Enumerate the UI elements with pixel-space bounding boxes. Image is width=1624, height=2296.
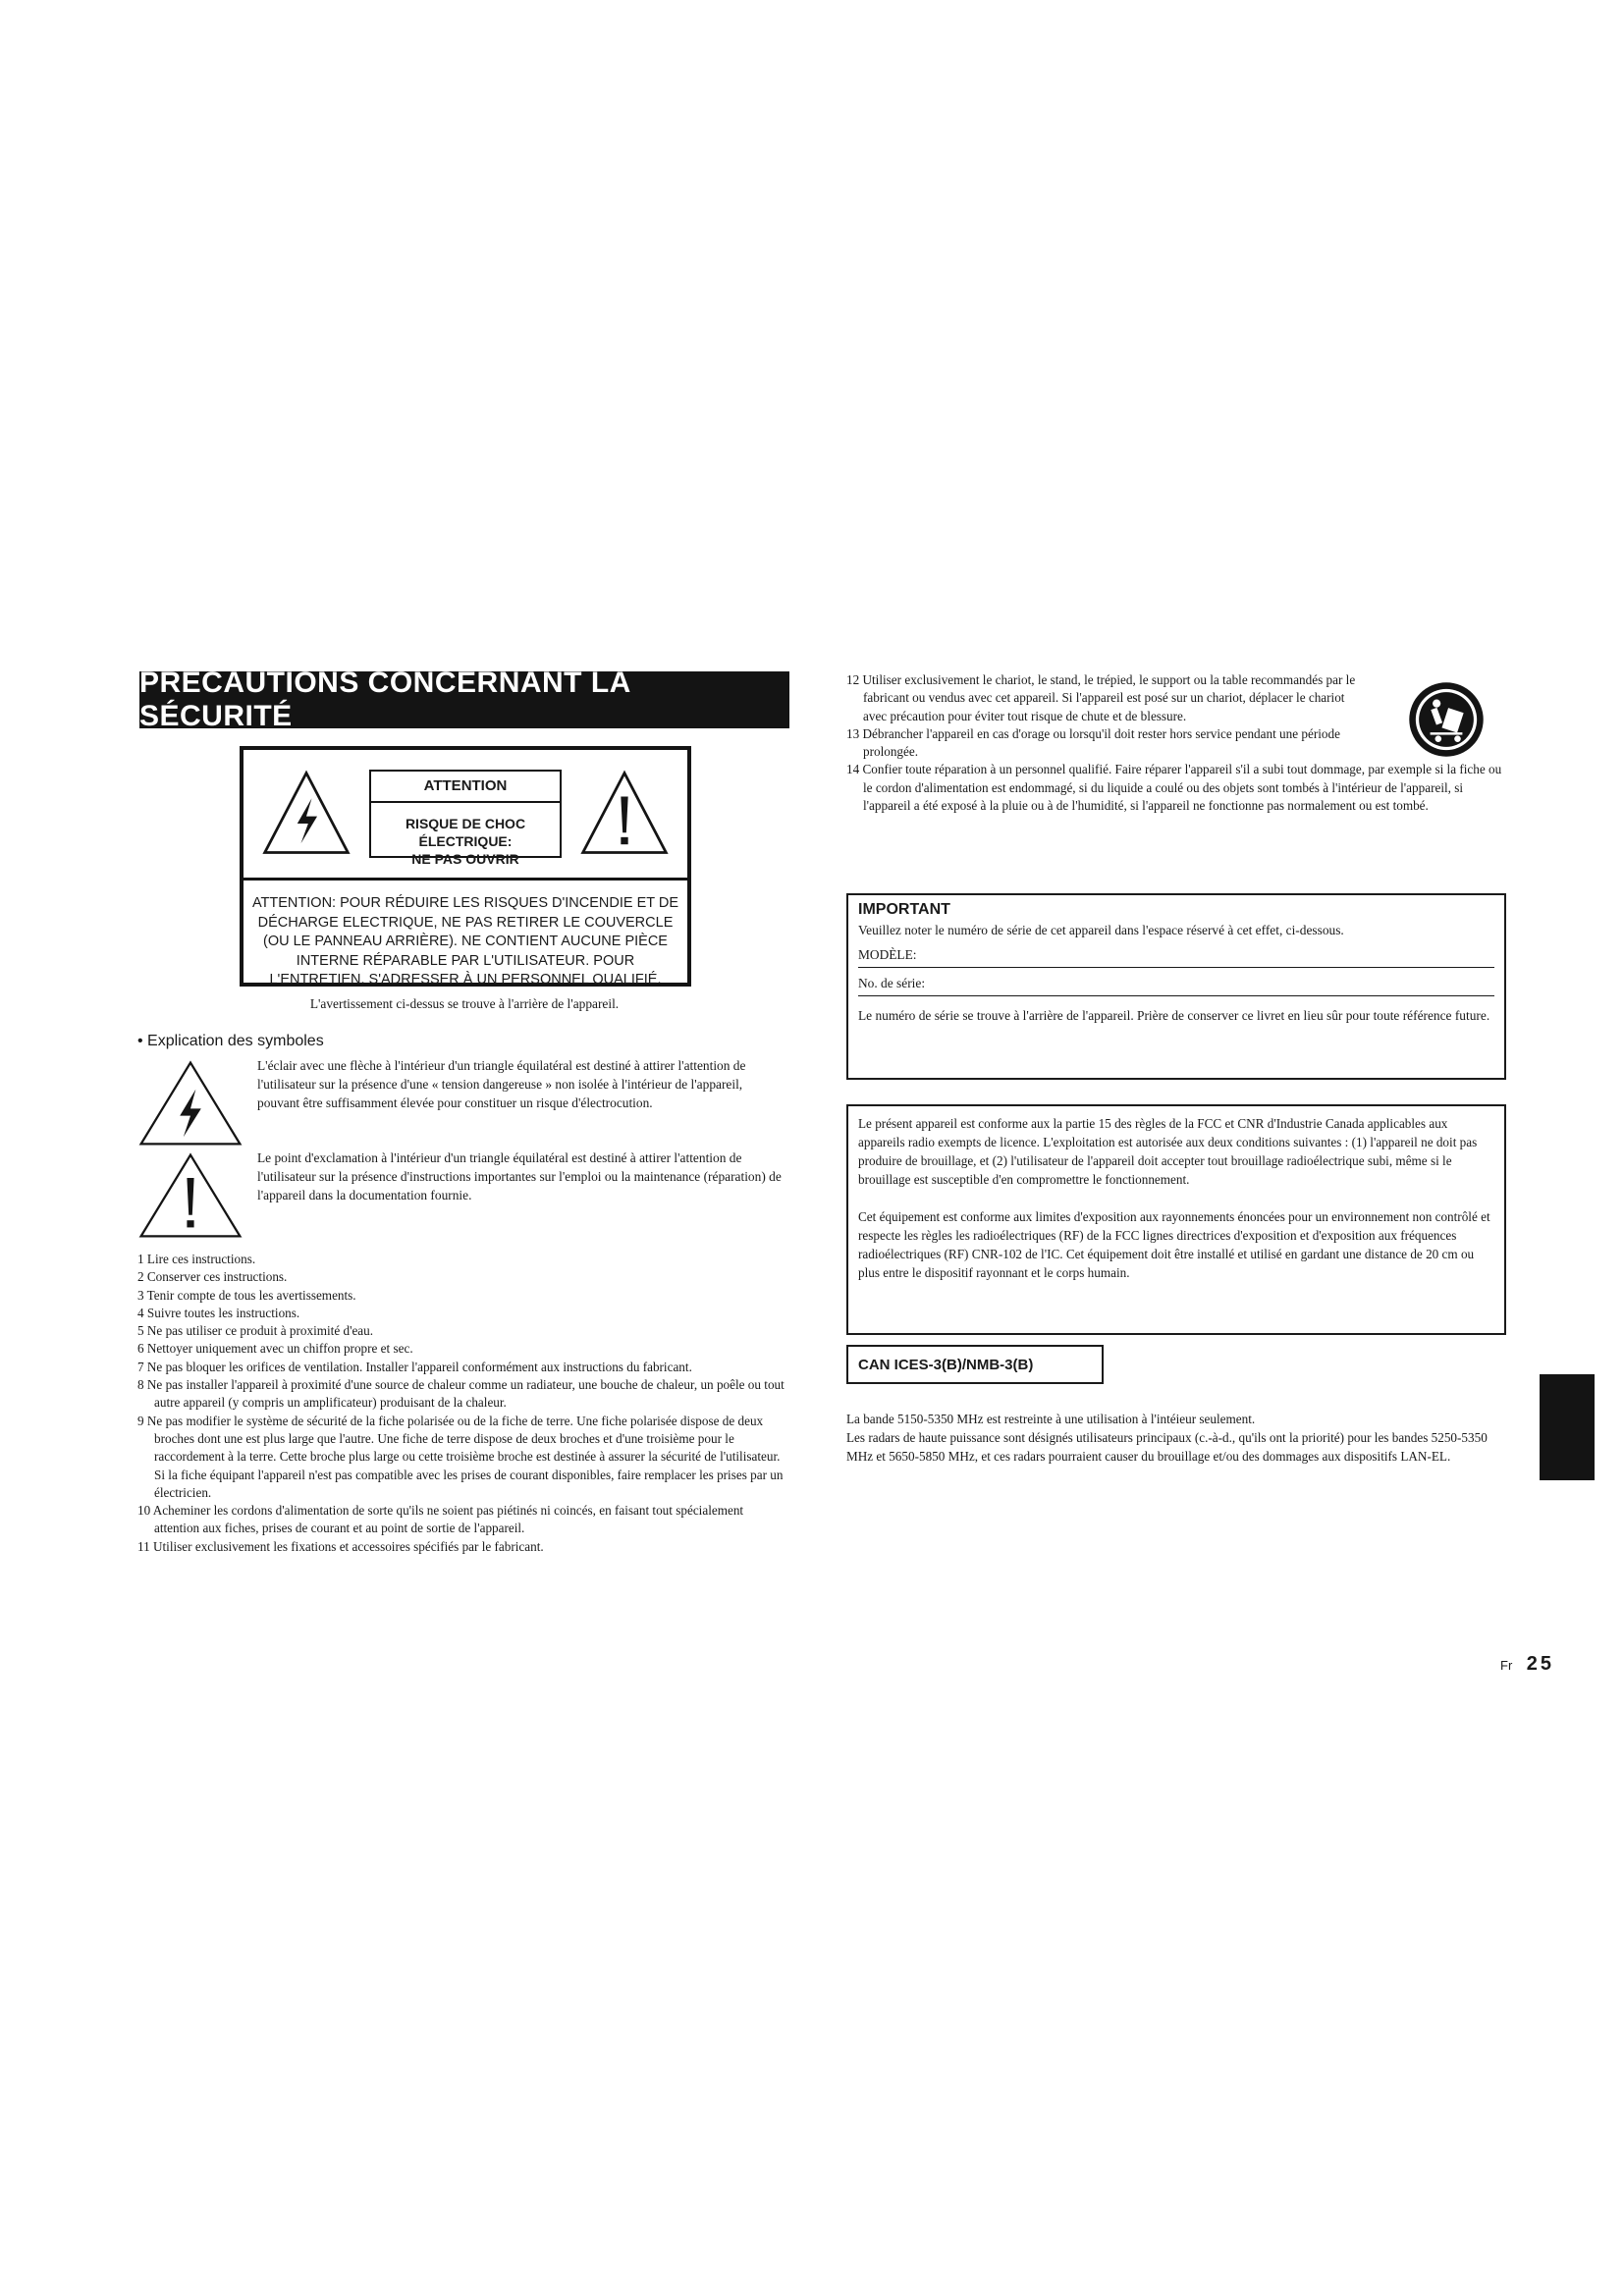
- list-item: 11 Utiliser exclusivement les fixations et accessoires spécifiés par le fabricant.: [137, 1538, 544, 1554]
- warning-text-line: (OU LE PANNEAU ARRIÈRE). NE CONTIENT AUCUNE PIÈCE: [263, 934, 668, 949]
- list-item: 5 Ne pas utiliser ce produit à proximité d'eau.: [137, 1323, 374, 1339]
- fcc-paragraph-2: Cet équipement est conforme aux limites d'exposition aux rayonnements énoncées pour un environnement non contrôlé et respecte les règles les radioélectriques (RF) de la FCC lignes directrices d'exposition et d'exposition aux fréquences radioélectriques (RF) CNR-102 de l'IC. Cet équipement doit être installé et utilisé en gardant une distance de 20 cm ou plus entre le dispositif rayonnant et le corps humain.: [858, 1209, 1490, 1280]
- warning-text: [244, 881, 687, 990]
- list-item: 14 Confier toute réparation à un personnel qualifié. Faire réparer l'appareil s'il a subi tout dommage, par exemple si la fiche ou le cordon d'alimentation est endommagé, si du liquide a coulé ou des objets sont tombés à l'intérieur de l'appareil, si l'appareil a été exposé à la pluie ou à de l'humidité, si l'appareil ne fonctionne pas normalement ou est tombé.: [846, 762, 1502, 814]
- model-field[interactable]: MODÈLE:: [858, 939, 1494, 968]
- list-item: 4 Suivre toutes les instructions.: [137, 1305, 300, 1320]
- exclamation-warning-icon: [579, 768, 670, 858]
- band-line-1: La bande 5150-5350 MHz est restreinte à une utilisation à l'intéieur seulement.: [846, 1412, 1256, 1426]
- language-code: Fr: [1500, 1658, 1513, 1673]
- fcc-paragraph-1: Le présent appareil est conforme aux la partie 15 des règles de la FCC et CNR d'Industrie Canada applicables aux appareils radio exempts de licence. L'exploitation est autorisée aux deux conditions suivantes : (1) l'appareil ne doit pas produire de brouillage, et (2) l'utilisateur de l'appareil doit accepter tout brouillage radioélectrique subi, même si le brouillage est susceptible d'en compromettre le fonctionnement.: [858, 1116, 1478, 1187]
- shock-warning-panel: [369, 770, 562, 867]
- band-restriction: [846, 1410, 1506, 1466]
- list-item: 2 Conserver ces instructions.: [137, 1269, 288, 1285]
- warning-text-line: ATTENTION: POUR RÉDUIRE LES RISQUES D'INCENDIE ET DE: [251, 895, 679, 911]
- page-footer: [1500, 1653, 1554, 1676]
- important-note: Le numéro de série se trouve à l'arrière de l'appareil. Prière de conserver ce livret en lieu sûr pour toute référence future.: [858, 1008, 1490, 1023]
- list-item: 10 Acheminer les cordons d'alimentation de sorte qu'ils ne soient pas piétinés ni coincés, en faisant tout spécialement attention aux fiches, prises de courant et au point de sortie de l'appareil.: [137, 1503, 744, 1536]
- important-intro: Veuillez noter le numéro de série de cet appareil dans l'espace réservé à cet effet, ci-dessous.: [858, 923, 1344, 937]
- list-item: 1 Lire ces instructions.: [137, 1252, 256, 1266]
- lightning-warning-icon: [261, 768, 352, 858]
- section-title: PRÉCAUTIONS CONCERNANT LA SÉCURITÉ: [139, 671, 789, 728]
- warning-text-line: DÉCHARGE ELECTRIQUE, NE PAS RETIRER LE COUVERCLE: [257, 914, 674, 931]
- warning-label: [240, 746, 691, 987]
- shock-line-2: NE PAS OUVRIR: [411, 851, 519, 867]
- exclamation-explanation: Le point d'exclamation à l'intérieur d'un triangle équilatéral est destiné à attirer l'attention de l'utilisateur sur la présence d'instructions importantes sur l'emploi ou la maintenance (réparation) de l'appareil dans la documentation fournie.: [257, 1150, 782, 1202]
- list-item: 9 Ne pas modifier le système de sécurité de la fiche polarisée ou de la fiche de terre. Une fiche polarisée dispose de deux broches dont une est plus large que l'autre. Une fiche de terre dispose de deux broches et d'une troisième pour le raccordement à la terre. Cette broche plus large ou cette troisième broche est destinée à assurer la sécurité de l'utilisateur. Si la fiche équipant l'appareil n'est pas compatible avec les prises de courant disponibles, faire remplacer les prises par un électricien.: [137, 1413, 784, 1500]
- band-line-2: Les radars de haute puissance sont désignés utilisateurs principaux (c.-à-d., qu'ils ont la priorité) pour les bandes 5250-5350 MHz et 5650-5850 MHz, et ces radars pourraient causer du brouillage et/ou des dommages aux dispositifs LAN-EL.: [846, 1430, 1488, 1464]
- warning-text-line: L'ENTRETIEN, S'ADRESSER À UN PERSONNEL QUALIFIÉ.: [269, 972, 662, 988]
- attention-label: ATTENTION: [371, 772, 560, 803]
- important-title: IMPORTANT: [858, 901, 950, 918]
- cart-tip-warning-icon: [1406, 679, 1487, 760]
- list-item: 6 Nettoyer uniquement avec un chiffon propre et sec.: [137, 1341, 413, 1357]
- list-item: 12 Utiliser exclusivement le chariot, le stand, le trépied, le support ou la table recommandés par le fabricant ou vendus avec cet appareil. Si l'appareil est posé sur un chariot, déplacer le chariot avec précaution pour éviter tout risque de chute et de blessure.: [846, 672, 1356, 723]
- list-item: 13 Débrancher l'appareil en cas d'orage ou lorsqu'il doit rester hors service pendant une période prolongée.: [846, 725, 1340, 760]
- list-item: 8 Ne pas installer l'appareil à proximité d'une source de chaleur comme un radiateur, une bouche de chaleur, un poêle ou tout autre appareil (y compris un amplificateur) produisant de la chaleur.: [137, 1377, 785, 1411]
- list-item: 7 Ne pas bloquer les orifices de ventilation. Installer l'appareil conformément aux instructions du fabricant.: [137, 1359, 692, 1374]
- page-number: 25: [1526, 1653, 1554, 1675]
- fcc-compliance-box: [846, 1104, 1506, 1335]
- lightning-explanation: L'éclair avec une flèche à l'intérieur d'un triangle équilatéral est destiné à attirer l'attention de l'utilisateur sur la présence d'une « tension dangereuse » non isolée à l'intérieur de l'appareil, pouvant être suffisamment élevée pour constituer un risque d'électrocution.: [257, 1058, 746, 1110]
- important-box: [846, 893, 1506, 1080]
- warning-caption: L'avertissement ci-dessus se trouve à l'arrière de l'appareil.: [309, 996, 620, 1011]
- symbols-heading: • Explication des symboles: [137, 1033, 324, 1049]
- lightning-symbol-icon: [137, 1058, 244, 1148]
- list-item: 3 Tenir compte de tous les avertissements.: [137, 1287, 356, 1303]
- shock-line-1: RISQUE DE CHOC ÉLECTRIQUE:: [405, 816, 526, 849]
- serial-field[interactable]: No. de série:: [858, 968, 1494, 996]
- exclamation-symbol-icon: [137, 1150, 244, 1241]
- instruction-list-left: [137, 1251, 787, 1556]
- section-tab-marker: [1540, 1374, 1595, 1480]
- ices-label-box: CAN ICES-3(B)/NMB-3(B): [846, 1345, 1104, 1384]
- warning-text-line: INTERNE RÉPARABLE PAR L'UTILISATEUR. POUR: [296, 952, 635, 969]
